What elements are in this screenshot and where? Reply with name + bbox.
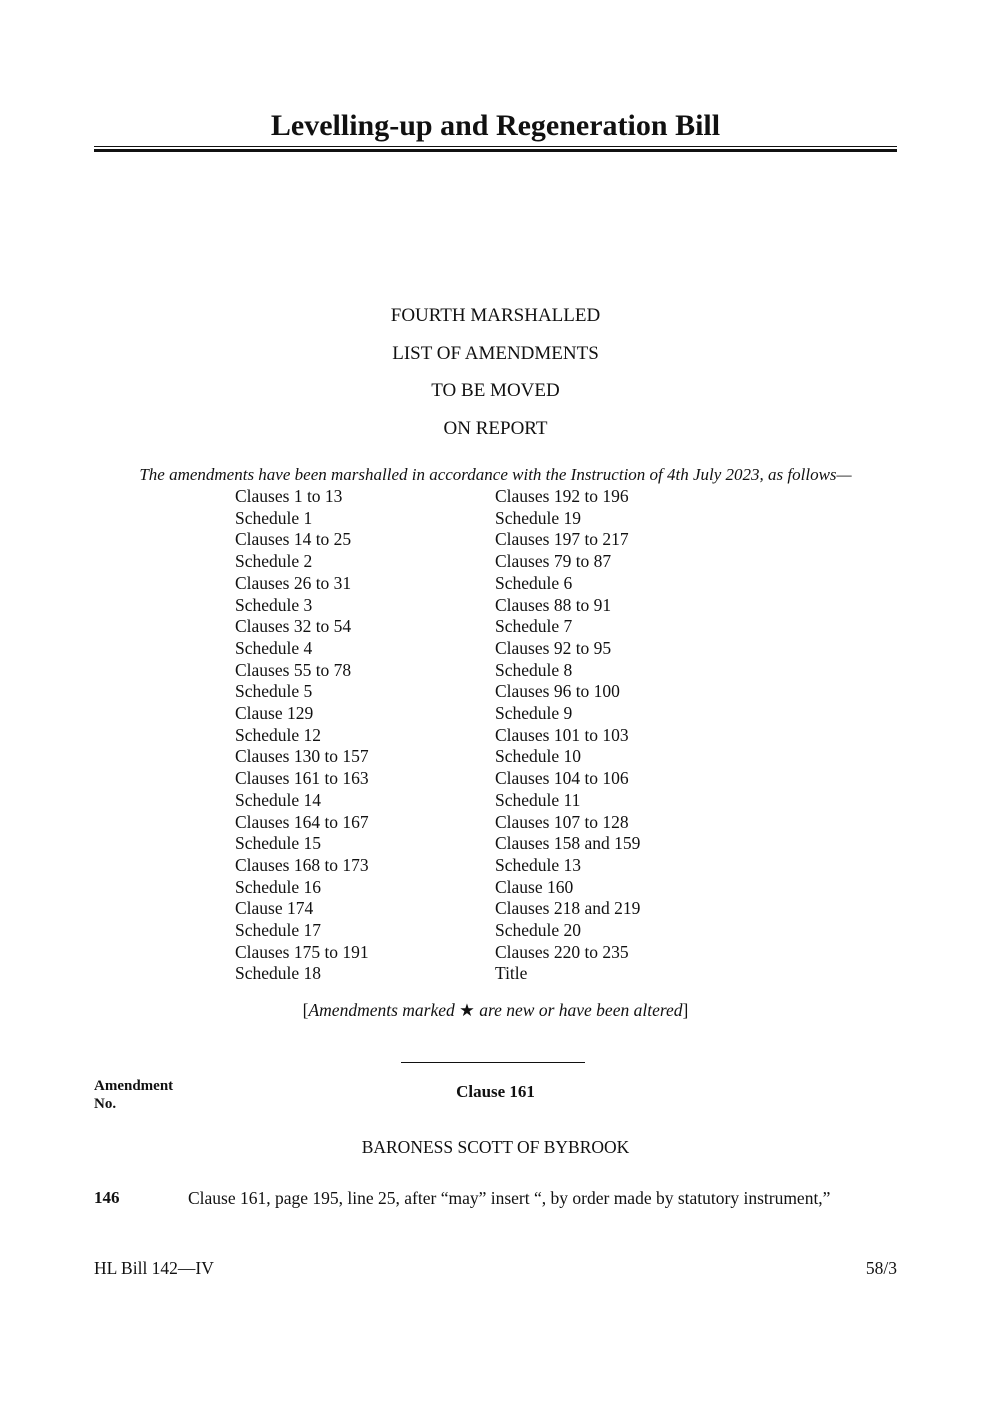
note-close-bracket: ] bbox=[682, 1000, 689, 1020]
marshalling-item: Clauses 32 to 54 bbox=[235, 616, 352, 637]
marshalling-item: Clauses 175 to 191 bbox=[235, 941, 369, 962]
marshalling-item: Clauses 197 to 217 bbox=[495, 529, 629, 550]
heading-line: LIST OF AMENDMENTS bbox=[392, 342, 599, 364]
amendment-text: Clause 161, page 195, line 25, after “may” insert “, by order made by statutory instrument,” bbox=[188, 1188, 831, 1208]
marshalling-item: Title bbox=[495, 963, 528, 984]
marshalling-item: Schedule 5 bbox=[235, 681, 313, 702]
heading-line: ON REPORT bbox=[443, 417, 548, 439]
marshalling-item: Clauses 192 to 196 bbox=[495, 486, 629, 506]
marshalling-item: Clauses 168 to 173 bbox=[235, 854, 369, 875]
marshalling-item: Clauses 218 and 219 bbox=[495, 898, 641, 919]
marshalling-item: Schedule 19 bbox=[495, 507, 582, 528]
marshalling-item: Clauses 164 to 167 bbox=[235, 811, 369, 832]
marshalling-item: Schedule 2 bbox=[235, 551, 313, 572]
marshalling-item: Schedule 18 bbox=[235, 963, 322, 984]
marshalling-intro: The amendments have been marshalled in accordance with the Instruction of 4th July 2023, as follows— bbox=[139, 465, 852, 484]
marshalling-item: Clauses 161 to 163 bbox=[235, 768, 369, 789]
marshalling-item: Schedule 6 bbox=[495, 572, 573, 593]
marshalling-item: Schedule 16 bbox=[235, 876, 322, 897]
title-rule-thin bbox=[94, 146, 897, 147]
heading-line: FOURTH MARSHALLED bbox=[390, 305, 601, 326]
marshalling-item: Schedule 15 bbox=[235, 833, 322, 854]
marshalling-item: Schedule 17 bbox=[235, 920, 322, 941]
marshalling-item: Clauses 130 to 157 bbox=[235, 746, 369, 767]
bill-reference: HL Bill 142—IV bbox=[94, 1258, 214, 1278]
marshalling-item: Schedule 11 bbox=[495, 789, 581, 810]
note-text-before: Amendments marked bbox=[308, 1000, 460, 1020]
marshalling-item: Clauses 96 to 100 bbox=[495, 681, 620, 702]
amendment-number: 146 bbox=[94, 1188, 120, 1207]
marshalling-item: Schedule 13 bbox=[495, 854, 582, 875]
marshalling-column-left bbox=[235, 486, 369, 985]
amendment-sponsor: BARONESS SCOTT OF BYBROOK bbox=[361, 1137, 630, 1157]
marshalling-item: Clause 174 bbox=[235, 898, 314, 919]
page-code: 58/3 bbox=[865, 1258, 897, 1278]
marshalling-item: Clauses 26 to 31 bbox=[235, 572, 352, 593]
marshalling-item: Clause 129 bbox=[235, 703, 314, 724]
marshalling-item: Schedule 20 bbox=[495, 920, 582, 941]
marshalling-item: Schedule 3 bbox=[235, 594, 313, 615]
marshalling-item: Clauses 101 to 103 bbox=[495, 724, 629, 745]
marshalling-item: Schedule 14 bbox=[235, 789, 322, 810]
marshalling-item: Clauses 107 to 128 bbox=[495, 811, 629, 832]
marshalling-item: Clauses 1 to 13 bbox=[235, 486, 343, 506]
section-divider bbox=[401, 1062, 585, 1063]
marshalling-item: Schedule 1 bbox=[235, 507, 313, 528]
list-heading bbox=[94, 302, 897, 452]
note-text-after: are new or have been altered bbox=[474, 1000, 683, 1020]
title-rule-thick bbox=[94, 149, 897, 152]
document-title: Levelling-up and Regeneration Bill bbox=[270, 109, 721, 142]
marshalling-item: Schedule 4 bbox=[235, 637, 313, 658]
clause-heading: Clause 161 bbox=[456, 1082, 535, 1101]
marshalling-item: Clause 160 bbox=[495, 876, 574, 897]
marshalling-item: Schedule 12 bbox=[235, 724, 322, 745]
marshalling-item: Clauses 220 to 235 bbox=[495, 941, 629, 962]
marshalling-item: Clauses 92 to 95 bbox=[495, 637, 612, 658]
marshalling-item: Schedule 8 bbox=[495, 659, 573, 680]
amendment-label-line2: No. bbox=[94, 1096, 117, 1112]
marshalling-item: Clauses 79 to 87 bbox=[495, 551, 612, 572]
marshalling-item: Schedule 7 bbox=[495, 616, 573, 637]
marshalling-item: Schedule 9 bbox=[495, 703, 573, 724]
amendments-marked-note bbox=[94, 999, 897, 1021]
marshalling-item: Clauses 104 to 106 bbox=[495, 768, 629, 789]
amendment-label-line1: Amendment bbox=[94, 1078, 174, 1094]
marshalling-item: Clauses 158 and 159 bbox=[495, 833, 641, 854]
star-icon: ★ bbox=[459, 1000, 475, 1020]
marshalling-column-right bbox=[495, 486, 640, 985]
note-open-bracket: [ bbox=[302, 1000, 309, 1020]
marshalling-item: Clauses 14 to 25 bbox=[235, 529, 352, 550]
heading-line: TO BE MOVED bbox=[431, 380, 560, 401]
marshalling-item: Clauses 55 to 78 bbox=[235, 659, 352, 680]
marshalling-item: Clauses 88 to 91 bbox=[495, 594, 612, 615]
marshalling-item: Schedule 10 bbox=[495, 746, 582, 767]
